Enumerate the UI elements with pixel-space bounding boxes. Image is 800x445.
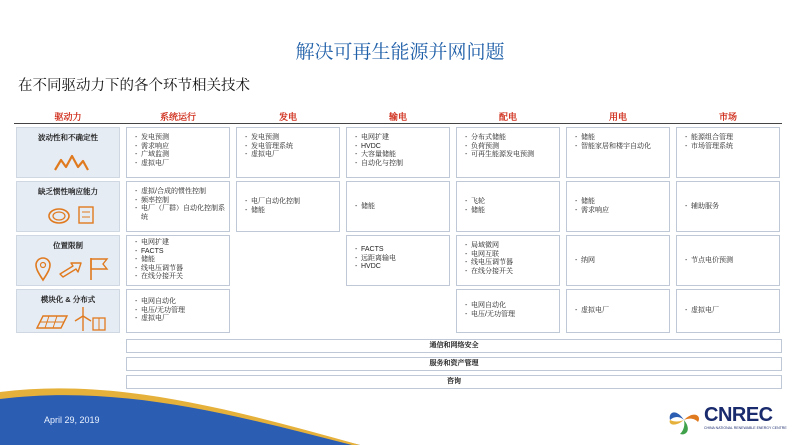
cell-modular-market <box>676 289 780 333</box>
list-item: - 储能 <box>245 207 335 216</box>
cell-inertia-system-operation <box>126 181 230 232</box>
cell-variability-consumption <box>566 127 670 178</box>
driver-modular-distributed <box>16 289 120 333</box>
driver-label: 波动性和不确定性 <box>38 133 98 142</box>
cnrec-logo-icon <box>664 402 704 438</box>
list-item: - 储能 <box>355 203 445 212</box>
list-item: - FACTS <box>355 246 445 255</box>
wind-turbine-icon <box>71 304 111 332</box>
column-header-transmission: 输电 <box>388 112 407 122</box>
header-divider <box>14 123 782 124</box>
wave-icon <box>17 148 121 178</box>
column-header-driver: 驱动力 <box>54 112 82 122</box>
cnrec-logo-subtitle: CHINA NATIONAL RENEWABLE ENERGY CENTRE <box>704 426 787 430</box>
coil-icon <box>17 200 77 230</box>
list-item: - 在线分接开关 <box>135 273 225 282</box>
list-item: - 电压/无功管理 <box>465 311 555 320</box>
list-item: - 自动化与控制 <box>355 160 445 169</box>
list-item: - 储能 <box>575 198 665 207</box>
list-item: - 节点电价预测 <box>685 257 775 266</box>
list-item: - 分布式储能 <box>465 134 555 143</box>
list-item: - 电网自动化 <box>465 302 555 311</box>
list-item: - 智能家居和楼宇自动化 <box>575 143 665 152</box>
list-item: - 电厂（厂群）自动化控制系统 <box>135 205 225 222</box>
list-item: - 在线分接开关 <box>465 268 555 277</box>
list-item: - 电网扩建 <box>135 239 225 248</box>
list-item: - 储能 <box>465 207 555 216</box>
list-item: - 线电压调节器 <box>465 259 555 268</box>
column-header-system-operation: 系统运行 <box>159 112 196 122</box>
list-item: - 局域微网 <box>465 242 555 251</box>
cell-location-transmission <box>346 235 450 286</box>
list-item: - 线电压调节器 <box>135 265 225 274</box>
cell-modular-consumption <box>566 289 670 333</box>
list-item: - 虚拟电厂 <box>245 151 335 160</box>
column-header-market: 市场 <box>718 112 737 122</box>
cell-modular-system-operation <box>126 289 230 333</box>
list-item: - 电网扩建 <box>355 134 445 143</box>
list-item: - 负荷预测 <box>465 143 555 152</box>
list-item: - 辅助服务 <box>685 203 775 212</box>
bar-consulting: 咨询 <box>126 375 782 389</box>
cell-inertia-distribution <box>456 181 560 232</box>
driver-label: 模块化 & 分布式 <box>40 295 96 304</box>
driver-label: 缺乏惯性响应能力 <box>38 187 98 196</box>
list-item: - 发电管理系统 <box>245 143 335 152</box>
cell-inertia-consumption <box>566 181 670 232</box>
list-item: - 市场管理系统 <box>685 143 775 152</box>
cell-variability-distribution <box>456 127 560 178</box>
cell-location-consumption <box>566 235 670 286</box>
list-item: - 虚拟电厂 <box>575 307 665 316</box>
page-title: 解决可再生能源并网问题 <box>295 42 505 63</box>
list-item: - HVDC <box>355 143 445 152</box>
driver-variability <box>16 127 120 178</box>
column-header-generation: 发电 <box>278 112 297 122</box>
list-item: - 电网自动化 <box>135 298 225 307</box>
page-subtitle: 在不同驱动力下的各个环节相关技术 <box>18 78 250 94</box>
list-item: - 电厂自动化控制 <box>245 198 335 207</box>
list-item: - 虚拟/合成的惯性控制 <box>135 188 225 197</box>
cell-variability-transmission <box>346 127 450 178</box>
driver-location <box>16 235 120 286</box>
list-item: - 电压/无功管理 <box>135 307 225 316</box>
cell-modular-distribution <box>456 289 560 333</box>
list-item: - 广域监测 <box>135 151 225 160</box>
list-item: - 纳网 <box>575 257 665 266</box>
list-item: - 储能 <box>135 256 225 265</box>
driver-inertia <box>16 181 120 232</box>
list-item: - 发电预测 <box>135 134 225 143</box>
list-item: - 需求响应 <box>575 207 665 216</box>
cell-variability-market <box>676 127 780 178</box>
cell-variability-system-operation <box>126 127 230 178</box>
list-item: - 虚拟电厂 <box>685 307 775 316</box>
cell-inertia-generation <box>236 181 340 232</box>
list-item: - 电网互联 <box>465 251 555 260</box>
list-item: - 发电预测 <box>245 134 335 143</box>
list-item: - 飞轮 <box>465 198 555 207</box>
bar-communication-security: 通信和网络安全 <box>126 339 782 353</box>
driver-label: 位置限制 <box>53 241 83 250</box>
footer-date: April 29, 2019 <box>44 415 100 425</box>
cell-location-market <box>676 235 780 286</box>
list-item: - 大容量储能 <box>355 151 445 160</box>
list-item: - FACTS <box>135 248 225 257</box>
cell-location-distribution <box>456 235 560 286</box>
list-item: - 频率控制 <box>135 197 225 206</box>
cell-inertia-transmission <box>346 181 450 232</box>
list-item: - 能源组合管理 <box>685 134 775 143</box>
cnrec-logo: CNREC <box>704 404 773 426</box>
list-item: - 虚拟电厂 <box>135 315 225 324</box>
flag-icon <box>85 254 115 284</box>
list-item: - 远距离输电 <box>355 255 445 264</box>
list-item: - 可再生能源发电预测 <box>465 151 555 160</box>
bar-service-asset-management: 服务和资产管理 <box>126 357 782 371</box>
solar-panel-icon <box>33 304 73 332</box>
list-item: - HVDC <box>355 263 445 272</box>
list-item: - 需求响应 <box>135 143 225 152</box>
cell-location-system-operation <box>126 235 230 286</box>
column-header-consumption: 用电 <box>608 112 627 122</box>
list-item: - 虚拟电厂 <box>135 160 225 169</box>
panel-icon <box>73 200 113 230</box>
arrow-icon <box>57 254 87 284</box>
cell-variability-generation <box>236 127 340 178</box>
list-item: - 储能 <box>575 134 665 143</box>
column-header-distribution: 配电 <box>498 112 517 122</box>
cell-inertia-market <box>676 181 780 232</box>
